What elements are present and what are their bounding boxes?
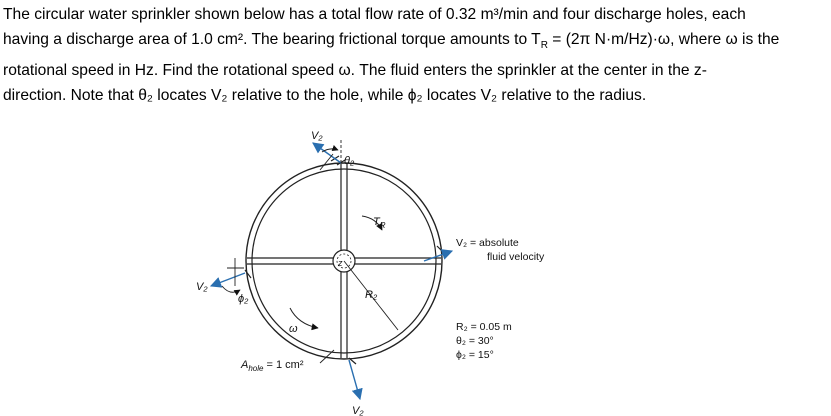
z-axis-label: z xyxy=(338,258,343,268)
problem-line-3: rotational speed in Hz. Find the rotational speed ω. The fluid enters the sprinkler at the center in the z- xyxy=(3,62,707,80)
problem-line-4: direction. Note that θ₂ locates V₂ relative to the hole, while ϕ₂ locates V₂ relative to the radius. xyxy=(3,87,647,105)
omega-label: ω xyxy=(289,323,298,335)
sprinkler-diagram xyxy=(0,118,831,416)
theta2-top-label: θ₂ xyxy=(344,155,355,167)
problem-line-1: The circular water sprinkler shown below has a total flow rate of 0.32 m³/min and four discharge holes, each xyxy=(3,6,746,23)
sprinkler-figure xyxy=(0,118,831,416)
problem-line-2 xyxy=(3,27,829,58)
v2-bottom-label: V₂ xyxy=(352,405,364,416)
v2-top-arrow xyxy=(313,143,341,163)
v2-left-arrow xyxy=(211,273,245,286)
note-given-theta2: θ₂ = 30° xyxy=(456,335,494,347)
problem-line-2-text: having a discharge area of 1.0 cm². The bearing frictional torque amounts to T xyxy=(3,31,541,48)
torque-subscript: R xyxy=(540,40,548,52)
r2-label: R₂ xyxy=(365,289,378,301)
note-given-phi2: ϕ₂ = 15° xyxy=(456,349,494,361)
torque-label: $T_R$ xyxy=(373,216,386,230)
problem-statement xyxy=(3,2,829,108)
note-velocity-line-2: fluid velocity xyxy=(487,251,545,263)
v2-bottom-arrow xyxy=(349,360,360,399)
problem-line-2-tail: = (2π N·m/Hz)·ω, where ω is the xyxy=(547,31,780,48)
v2-top-label: V₂ xyxy=(311,130,323,142)
v2-left-label: V₂ xyxy=(196,281,208,293)
phi2-left-label: ϕ₂ xyxy=(238,293,249,305)
note-given-r2: R₂ = 0.05 m xyxy=(456,321,512,333)
note-velocity-line-1: V₂ = absolute xyxy=(456,237,519,249)
v2-right-arrow xyxy=(424,251,452,261)
ahole-label: $A_{hole} = 1$ cm² xyxy=(241,359,304,373)
